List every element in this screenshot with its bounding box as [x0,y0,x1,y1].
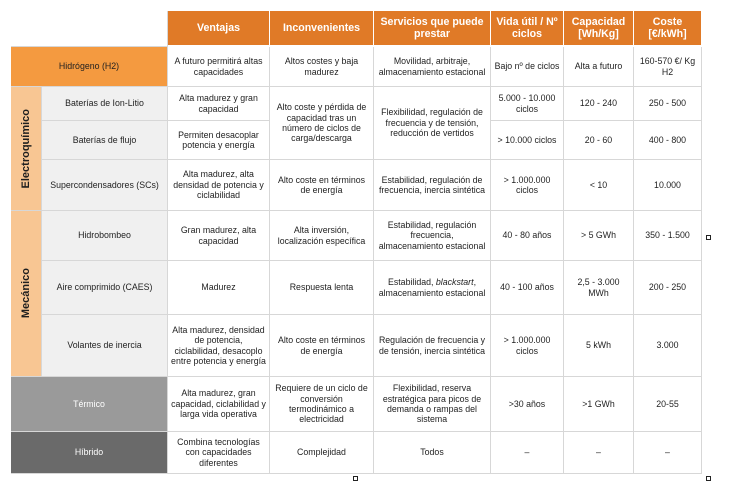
table-row-ion-litio [11,87,702,121]
cell-vida-util: 40 - 100 años [491,261,564,315]
cell-inconvenientes: Alto coste en términos de energía [270,160,374,211]
resize-handle-corner[interactable] [706,476,711,481]
cell-vida-util: >30 años [491,377,564,432]
storage-comparison-table [11,11,702,474]
cell-inconvenientes-baterias: Alto coste y pérdida de capacidad tras un número de ciclos de carga/descarga [270,87,374,160]
cell-inconvenientes: Altos costes y baja madurez [270,47,374,87]
cell-coste: 350 - 1.500 [634,211,702,261]
cell-coste: 20-55 [634,377,702,432]
cell-ventajas: A futuro permitirá altas capacidades [168,47,270,87]
table-row-hidrobombeo [11,211,702,261]
cell-capacidad: < 10 [564,160,634,211]
servicios-part-c: , almacenamiento estacional [378,277,486,298]
header-servicios: Servicios que puede prestar [374,11,491,47]
cell-vida-util: 5.000 - 10.000 ciclos [491,87,564,121]
table-row-supercondensadores [11,160,702,211]
group-label-mecanico [11,211,42,377]
group-label-text: Mecánico [19,268,32,319]
cell-capacidad: 5 kWh [564,315,634,377]
header-row [11,11,702,47]
cell-coste: 10.000 [634,160,702,211]
table-row-caes [11,261,702,315]
cell-inconvenientes: Alto coste en términos de energía [270,315,374,377]
cell-capacidad: >1 GWh [564,377,634,432]
header-inconvenientes: Inconvenientes [270,11,374,47]
cell-inconvenientes: Complejidad [270,432,374,474]
cell-coste: 160-570 €/ Kg H2 [634,47,702,87]
table-row-termico [11,377,702,432]
cell-vida-util: – [491,432,564,474]
table-row-hibrido [11,432,702,474]
cell-ventajas: Combina tecnologías con capacidades diferentes [168,432,270,474]
cell-servicios: Regulación de frecuencia y de tensión, inercia sintética [374,315,491,377]
cell-coste: 250 - 500 [634,87,702,121]
cell-ventajas: Alta madurez, gran capacidad, ciclabilidad y larga vida operativa [168,377,270,432]
header-blank-cell [11,11,168,47]
header-vida-util: Vida útil / Nº ciclos [491,11,564,47]
cell-inconvenientes: Alta inversión, localización específica [270,211,374,261]
cell-vida-util: 40 - 80 años [491,211,564,261]
cell-servicios: Estabilidad, regulación frecuencia, almacenamiento estacional [374,211,491,261]
row-name-ion-litio: Baterías de Ion-Litio [42,87,168,121]
cell-ventajas: Permiten desacoplar potencia y energía [168,121,270,160]
table-row-hidrogeno [11,47,702,87]
cell-capacidad: > 5 GWh [564,211,634,261]
cell-capacidad: Alta a futuro [564,47,634,87]
servicios-part-a: Estabilidad, [387,277,436,288]
row-name-termico: Térmico [11,377,168,432]
cell-ventajas: Alta madurez, densidad de potencia, ciclabilidad, desacoplo entre potencia y energía [168,315,270,377]
cell-vida-util: > 1.000.000 ciclos [491,315,564,377]
row-name-caes: Aire comprimido (CAES) [42,261,168,315]
cell-ventajas: Alta madurez y gran capacidad [168,87,270,121]
header-capacidad: Capacidad [Wh/Kg] [564,11,634,47]
row-name-flujo: Baterías de flujo [42,121,168,160]
row-name-supercondensadores: Supercondensadores (SCs) [42,160,168,211]
cell-vida-util: > 10.000 ciclos [491,121,564,160]
cell-servicios [374,261,491,315]
table-row-volantes [11,315,702,377]
header-ventajas: Ventajas [168,11,270,47]
row-name-hidrogeno: Hidrógeno (H2) [11,47,168,87]
resize-handle-bottom[interactable] [353,476,358,481]
row-name-hibrido: Híbrido [11,432,168,474]
header-coste: Coste [€/kWh] [634,11,702,47]
group-label-electroquimico [11,87,42,211]
cell-servicios: Movilidad, arbitraje, almacenamiento estacional [374,47,491,87]
cell-vida-util: > 1.000.000 ciclos [491,160,564,211]
cell-ventajas: Madurez [168,261,270,315]
row-name-volantes: Volantes de inercia [42,315,168,377]
cell-coste: – [634,432,702,474]
cell-coste: 400 - 800 [634,121,702,160]
group-label-text: Electroquímico [19,108,32,189]
cell-coste: 3.000 [634,315,702,377]
cell-servicios-baterias: Flexibilidad, regulación de frecuencia y de tensión, reducción de vertidos [374,87,491,160]
row-name-hidrobombeo: Hidrobombeo [42,211,168,261]
cell-capacidad: 20 - 60 [564,121,634,160]
cell-capacidad: 2,5 - 3.000 MWh [564,261,634,315]
cell-servicios: Flexibilidad, reserva estratégica para picos de demanda o rampas del sistema [374,377,491,432]
cell-vida-util: Bajo nº de ciclos [491,47,564,87]
cell-inconvenientes: Respuesta lenta [270,261,374,315]
servicios-part-blackstart: blackstart [435,277,474,288]
resize-handle-right[interactable] [706,235,711,240]
cell-capacidad: 120 - 240 [564,87,634,121]
cell-inconvenientes: Requiere de un ciclo de conversión termodinámico a electricidad [270,377,374,432]
cell-coste: 200 - 250 [634,261,702,315]
cell-ventajas: Alta madurez, alta densidad de potencia y ciclabilidad [168,160,270,211]
cell-servicios: Todos [374,432,491,474]
cell-capacidad: – [564,432,634,474]
cell-servicios: Estabilidad, regulación de frecuencia, inercia sintética [374,160,491,211]
cell-ventajas: Gran madurez, alta capacidad [168,211,270,261]
